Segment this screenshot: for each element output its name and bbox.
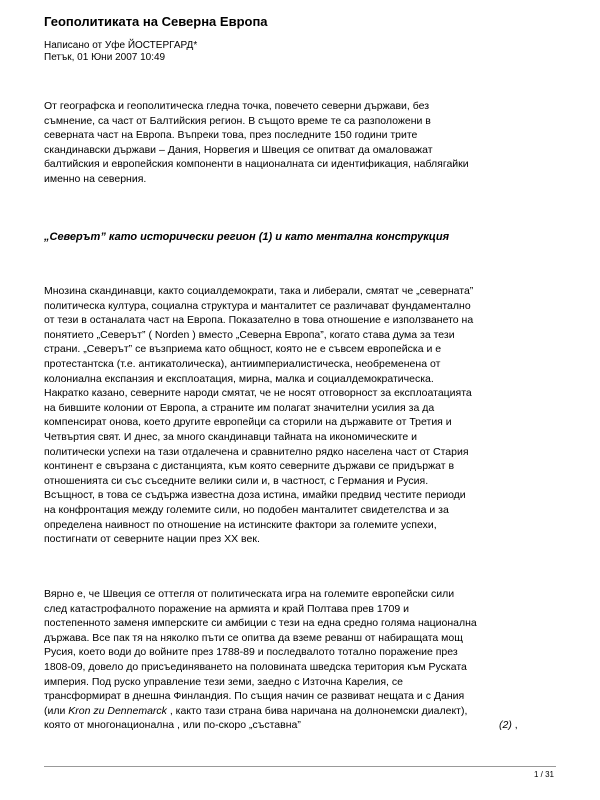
text-line: понятието „Северът” ( Norden ) вместо „Северна Европа”, когато става дума за тези [44,328,455,341]
text-line: империя. Под руско управление тези земи, заедно с Източна Карелия, се [44,675,403,688]
text-line: Накратко казано, северните народи смятат, че не носят отговорност за експлоатацията [44,387,472,400]
text-line: Вярно е, че Швеция се оттегля от политическата игра на големите европейски сили [44,588,455,600]
text-line: протестантска (т.е. антикатолическа), антиимпериалистическа, необременена от [44,357,441,370]
text-line: отношенията си със съседните велики сили и, в частност, с Германия и Русия. [44,474,429,487]
text-line: страни. „Северът” се възприема като общност, която не е съвсем европейска и е [44,343,442,356]
text-fragment: , [511,719,518,732]
italic-term: Kron zu Dennemarck [68,704,167,717]
text-line: определена наивност по отношение на истинските фактори за големите успехи, [44,518,437,531]
text-line: северната част на Европа. Въпреки това, през последните 150 години трите [44,129,418,142]
text-line: 1808-09, довело до присъединяването на половината шведска територия към Руската [44,660,467,673]
text-line: Мнозина скандинавци, както социалдемократи, така и либерали, смятат че „северната” [44,285,474,297]
date-line: Петък, 01 Юни 2007 10:49 [44,52,166,63]
text-line [44,718,564,733]
text-line: държава. Все пак тя на няколко пъти се опитва да вземе реванш от набиращата мощ [44,631,463,644]
paragraph-1 [44,99,564,187]
text-line: трансформират в днешна Финландия. По същия начин се развиват нещата и с Дания [44,690,465,703]
text-line: на бившите колонии от Европа, а страните им полагат значителни усилия за да [44,401,435,414]
text-line: от тези в останалата част на Европа. Показателно в това отношение е използването на [44,314,474,327]
text-line: след катастрофалното поражение на армията и край Полтава прев 1709 и [44,602,410,615]
text-line: Четвъртия свят. И днес, за много скандинавци тайната на икономическите и [44,430,417,443]
footer-divider [44,766,556,767]
author-line: Написано от Уфе ЙОСТЕРГАРД* [44,40,198,51]
text-line: постигнати от северните нации през ХХ век. [44,533,260,546]
text-line: политически успехи на тази отдалечена и сравнително рядко населена част от Стария [44,445,469,458]
text-line: политическа култура, социална структура и манталитет се различават фундаментално [44,299,471,312]
text-line: От географска и геополитическа гледна точка, повечето северни държави, без [44,100,430,112]
section-heading: „Северът” като исторически регион (1) и като ментална конструкция [44,231,450,243]
text-fragment: (или [44,704,69,717]
text-fragment: , както тази страна бива наричана на долнонемски диалект), [166,704,468,717]
text-line: Русия, което води до войните през 1788-89 и последвалото тотално поражение през [44,646,458,659]
text-line: на конфронтация между големите сили, но подобен манталитет свидетелства и за [44,503,449,516]
text-fragment: която от многонационална , или по-скоро „съставна” [44,719,301,732]
paragraph-2 [44,284,564,547]
page-number: 1 / 31 [533,770,554,779]
footnote-ref: (2) [499,719,512,732]
text-line: континент е свързана с дистанцията, към която северните държави се придържат в [44,460,455,473]
text-line [44,704,564,719]
text-line: именно на северния. [44,172,147,185]
text-line: компенсират онова, което другите европейци са сторили на държавите от Третия и [44,416,452,429]
article-meta [44,40,197,64]
text-line: Всъщност, в това се съдържа известна доза истина, имайки предвид честите периоди [44,489,466,502]
text-line: скандинавски държави – Дания, Норвегия и Швеция се опитват да омаловажат [44,143,433,156]
document-title: Геополитиката на Северна Европа [44,14,268,29]
text-line: колониална експанзия и експлоатация, мирна, малка и социалдемократическа. [44,372,434,385]
text-line: балтийския и европейския компоненти в националната си идентификация, наблягайки [44,158,469,171]
text-line: постепенното заменя имперските си амбиции с тези на една средно голяма национална [44,617,477,630]
paragraph-3 [44,587,564,733]
text-line: съмнение, са част от Балтийския регион. В същото време те са разположени в [44,114,431,127]
